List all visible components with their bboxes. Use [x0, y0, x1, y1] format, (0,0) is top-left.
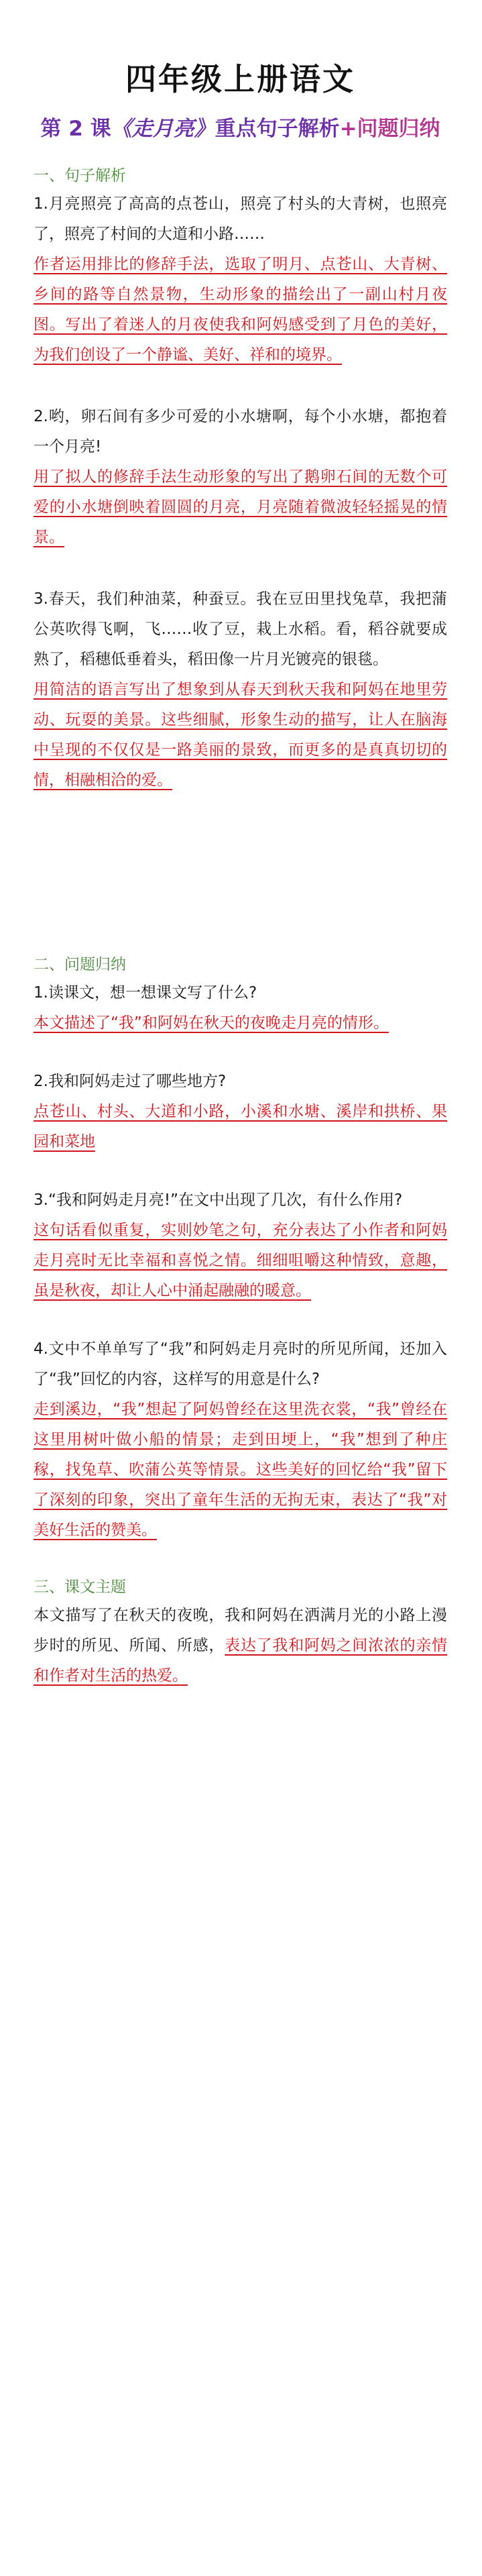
answer-2-text: 点苍山、村头、大道和小路，小溪和水塘、溪岸和拱桥、果园和菜地: [34, 1103, 447, 1150]
spacer: [34, 1157, 447, 1185]
answer-4-text: 走到溪边，“我”想起了阿妈曾经在这里洗衣裳，“我”曾经在这里用树叶做小船的情景；走到田埂上，“我”想到了种庄稼，找兔草、吹蒲公英等情景。这些美好的回忆给“我”留下了深刻的印象，突出了童年生活的无拘无束，表达了“我”对美好生活的赞美。: [34, 1401, 447, 1539]
lesson-name: 《走月亮》: [111, 117, 215, 141]
sentence-3: 3.春天，我们种油菜，种蚕豆。我在豆田里找兔草，我把蒲公英吹得飞啊，飞……收了豆，栽上水稻。看，稻谷就要成熟了，稻穗低垂着头，稻田像一片月光镀亮的银毯。: [34, 590, 447, 668]
analysis-2-text: 用了拟人的修辞手法生动形象的写出了鹅卵石间的无数个可爱的小水塘倒映着圆圆的月亮，月亮随着微波轻轻摇晃的情景。: [34, 468, 447, 546]
lesson-number: 第 2 课: [40, 117, 111, 141]
section-heading-questions: 二、问题归纳: [34, 956, 126, 973]
analysis-3-text: 用简洁的语言写出了想象到从春天到秋天我和阿妈在地里劳动、玩耍的美景。这些细腻，形象生动的描写，让人在脑海中呈现的不仅仅是一路美丽的景致，而更多的是真真切切的情，相融相洽的爱。: [34, 681, 447, 789]
answer-4: [34, 1395, 447, 1546]
analysis-3: [34, 675, 447, 796]
question-1: 1.读课文，想一想课文写了什么?: [34, 984, 257, 1002]
question-2: 2.我和阿妈走过了哪些地方?: [34, 1073, 227, 1090]
analysis-1-text: 作者运用排比的修辞手法，选取了明月、点苍山、大青树、乡间的路等自然景物，生动形象的描绘出了一副山村月夜图。写出了着迷人的月夜使我和阿妈感受到了月色的美好，为我们创设了一个静谧、美好、祥和的境界。: [34, 256, 447, 364]
blank-space: [34, 796, 447, 951]
question-3: 3.“我和阿妈走月亮!”在文中出现了几次，有什么作用?: [34, 1191, 403, 1209]
answer-2: [34, 1097, 447, 1157]
spacer: [34, 1306, 447, 1334]
analysis-2: [34, 462, 447, 553]
spacer: [34, 370, 447, 402]
page-title: 四年级上册语文: [125, 61, 355, 97]
spacer: [34, 1038, 447, 1067]
subtitle-topic: 重点句子解析: [215, 117, 340, 141]
question-4: 4.文中不单单写了“我”和阿妈走月亮时的所见所闻，还加入了“我”回忆的内容，这样写的用意是什么?: [34, 1340, 447, 1388]
answer-3-text: 这句话看似重复，实则妙笔之句，充分表达了小作者和阿妈走月亮时无比幸福和喜悦之情。细细咀嚼这种情致，意趣，虽是秋夜，却让人心中涌起融融的暖意。: [34, 1222, 447, 1299]
spacer: [34, 1546, 447, 1574]
section-heading-theme: 三、课文主题: [34, 1578, 126, 1596]
answer-1: [34, 1008, 447, 1038]
sentence-1: 1.月亮照亮了高高的点苍山，照亮了村头的大青树，也照亮了，照亮了村间的大道和小路……: [34, 195, 447, 243]
theme-text-highlight: 表达了我和阿妈之间浓浓的亲情和作者对生活的热爱。: [34, 1637, 448, 1684]
subtitle-extra: +问题归纳: [339, 117, 440, 141]
lesson-subtitle: [34, 114, 447, 144]
theme-paragraph: [34, 1601, 447, 1691]
analysis-1: [34, 250, 447, 370]
spacer: [34, 553, 447, 584]
sentence-2: 2.哟，卵石间有多少可爱的小水塘啊，每个小水塘，都抱着一个月亮!: [34, 408, 447, 455]
section-heading-sentence-analysis: 一、句子解析: [34, 167, 126, 184]
answer-1-text: 本文描述了“我”和阿妈在秋天的夜晚走月亮的情形。: [34, 1014, 389, 1032]
theme-text-plain: 本文描写了在秋天的夜晚，我和阿妈在洒满月光的小路上漫步时的所见、所闻、所感，: [34, 1607, 447, 1654]
answer-3: [34, 1216, 447, 1306]
